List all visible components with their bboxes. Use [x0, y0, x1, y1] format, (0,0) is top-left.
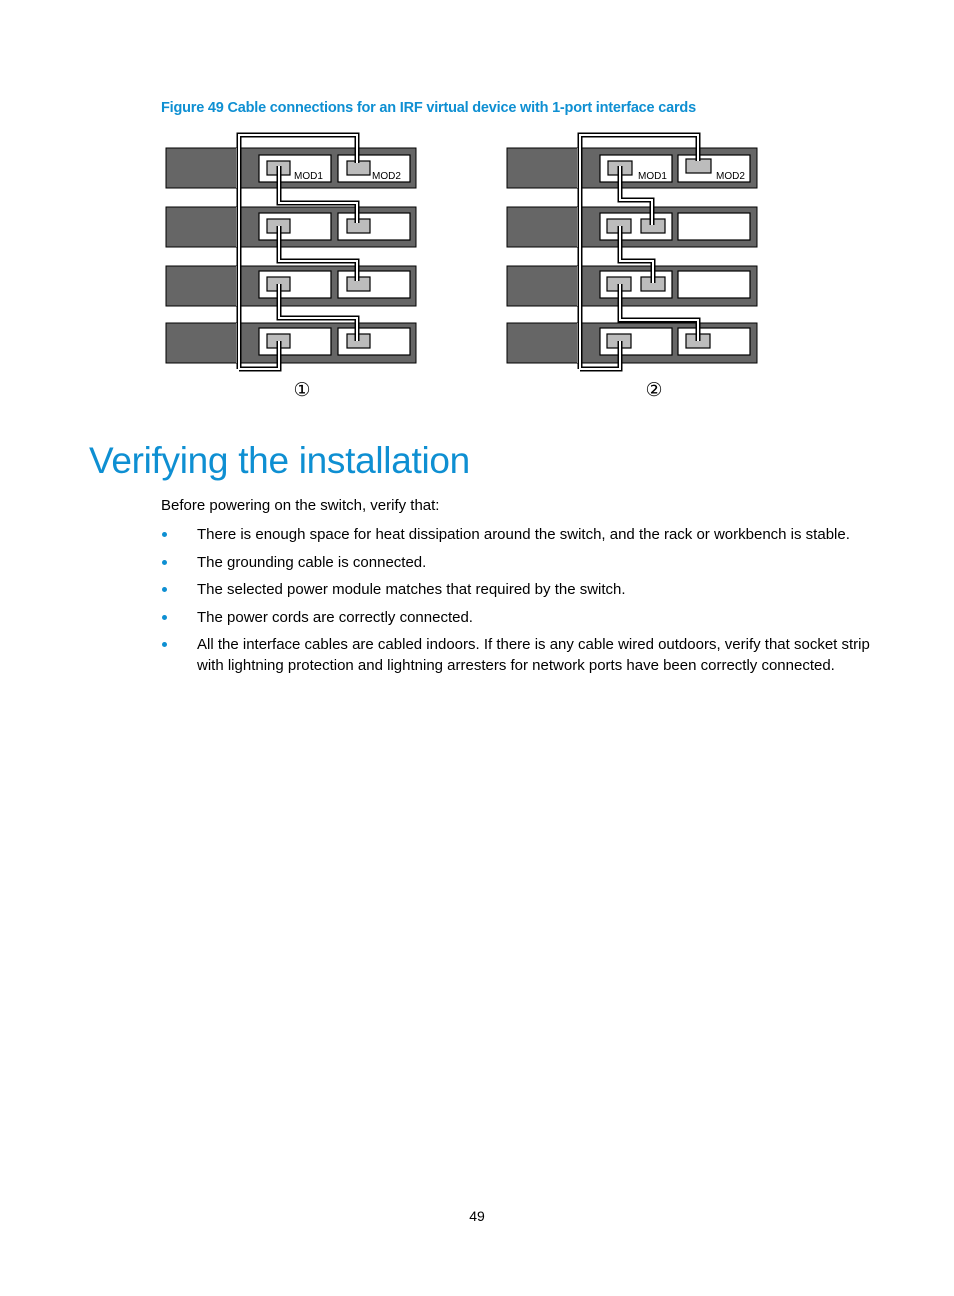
list-item-text: The power cords are correctly connected.	[197, 608, 473, 626]
list-item-text: The grounding cable is connected.	[197, 553, 427, 571]
switch-unit	[507, 148, 757, 188]
bullet-icon	[162, 532, 167, 537]
bullet-icon	[162, 615, 167, 620]
bullet-icon	[162, 587, 167, 592]
list-item-text: All the interface cables are cabled indoors. If there is any cable wired outdoors, verify that socket strip with lightning protection and lightning arresters for network ports have been correctly connected.	[197, 636, 870, 674]
slot-label-mod2: MOD2	[372, 171, 401, 182]
list-item-text: The selected power module matches that required by the switch.	[197, 581, 626, 598]
marker-1: ①	[293, 379, 311, 401]
slot-label-mod2: MOD2	[716, 171, 745, 182]
list-item	[161, 607, 871, 628]
page-number: 49	[469, 1208, 485, 1224]
bullet-icon	[162, 560, 167, 565]
diagram-right	[507, 135, 757, 401]
slot-label-mod1: MOD1	[294, 171, 323, 182]
list-item	[161, 634, 871, 676]
switch-unit	[507, 207, 757, 247]
list-item-text: There is enough space for heat dissipation around the switch, and the rack or workbench is stable.	[197, 526, 850, 543]
cable-connection-figure	[160, 130, 770, 405]
switch-unit	[507, 323, 757, 363]
switch-unit	[166, 266, 416, 306]
diagram-left	[166, 135, 416, 401]
section-heading: Verifying the installation	[89, 440, 470, 481]
intro-text: Before powering on the switch, verify that:	[161, 497, 440, 514]
list-item	[161, 552, 871, 573]
figure-caption: Figure 49 Cable connections for an IRF virtual device with 1-port interface cards	[161, 100, 696, 116]
switch-unit	[166, 148, 416, 188]
switch-unit	[166, 323, 416, 363]
marker-2: ②	[645, 379, 663, 401]
list-item	[161, 579, 871, 600]
checklist	[161, 524, 871, 683]
bullet-icon	[162, 642, 167, 647]
switch-unit	[507, 266, 757, 306]
slot-label-mod1: MOD1	[638, 171, 667, 182]
list-item	[161, 524, 871, 545]
switch-unit	[166, 207, 416, 247]
